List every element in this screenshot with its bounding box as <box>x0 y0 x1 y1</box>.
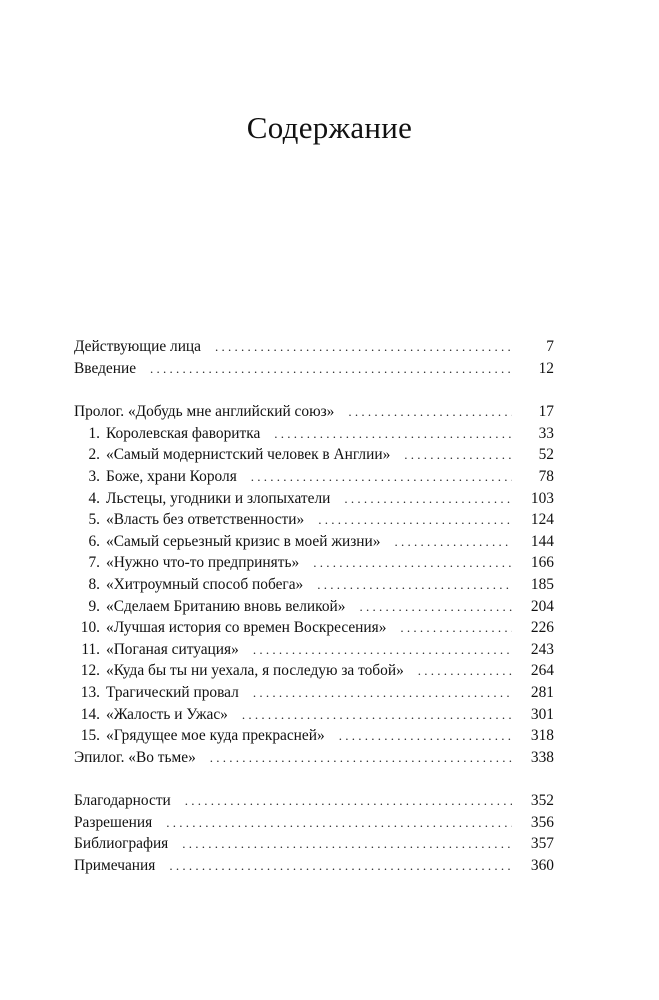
entry-title: «Лучшая история со времен Воскресения» <box>106 619 387 637</box>
dot-leader <box>404 444 512 466</box>
entry-title: «Сделаем Британию вновь великой» <box>106 597 346 615</box>
entry-title: Льстецы, угодники и злопыхатели <box>106 489 331 507</box>
dot-leader <box>242 704 512 726</box>
toc-entry <box>74 812 554 834</box>
chapter-number: 2. <box>88 446 100 464</box>
toc-entry <box>74 531 554 553</box>
entry-title: Боже, храни Короля <box>106 467 237 485</box>
toc-entry <box>74 488 554 510</box>
chapter-number: 4. <box>88 489 100 507</box>
toc-entry <box>74 423 554 445</box>
toc-entry <box>74 401 554 423</box>
dot-leader <box>169 855 512 877</box>
entry-title: «Нужно что-то предпринять» <box>106 554 300 572</box>
chapter-number: 7. <box>88 554 100 572</box>
chapter-number: 9. <box>88 597 100 615</box>
section-gap <box>74 379 554 401</box>
entry-title: Разрешения <box>74 813 153 831</box>
toc-entry <box>74 596 554 618</box>
dot-leader <box>348 401 512 423</box>
page-number: 12 <box>538 359 554 377</box>
page-number: 52 <box>538 446 554 464</box>
entry-title: «Хитроумный способ побега» <box>106 575 304 593</box>
chapter-number: 8. <box>88 575 100 593</box>
dot-leader <box>359 596 512 618</box>
dot-leader <box>317 574 512 596</box>
toc-entry <box>74 617 554 639</box>
dot-leader <box>418 660 512 682</box>
entry-title: «Куда бы ты ни уехала, я последую за тобой» <box>106 662 404 680</box>
chapter-number: 5. <box>88 511 100 529</box>
toc-entry <box>74 704 554 726</box>
page-number: 185 <box>530 575 554 593</box>
dot-leader <box>166 812 512 834</box>
dot-leader <box>185 790 512 812</box>
dot-leader <box>253 682 512 704</box>
page-number: 226 <box>530 619 554 637</box>
page-number: 264 <box>530 662 554 680</box>
toc-entry <box>74 682 554 704</box>
toc-chapters <box>74 401 554 768</box>
page-number: 352 <box>530 792 554 810</box>
dot-leader <box>313 552 512 574</box>
page-number: 33 <box>538 424 554 442</box>
toc-entry <box>74 509 554 531</box>
page-number: 103 <box>530 489 554 507</box>
dot-leader <box>182 833 512 855</box>
entry-title: «Грядущее мое куда прекрасней» <box>106 727 325 745</box>
entry-title: Примечания <box>74 857 156 875</box>
dot-leader <box>215 336 512 358</box>
chapter-number: 12. <box>80 662 100 680</box>
dot-leader <box>400 617 512 639</box>
entry-title: Королевская фаворитка <box>106 424 261 442</box>
chapter-number: 3. <box>88 467 100 485</box>
entry-title: «Поганая ситуация» <box>106 640 239 658</box>
entry-title: «Власть без ответственности» <box>106 511 305 529</box>
chapter-number: 13. <box>80 683 100 701</box>
dot-leader <box>339 725 512 747</box>
toc-entry <box>74 639 554 661</box>
page-number: 166 <box>530 554 554 572</box>
toc-entry <box>74 358 554 380</box>
page-number: 318 <box>530 727 554 745</box>
entry-title: Эпилог. «Во тьме» <box>74 748 196 766</box>
entry-title: «Самый модернистский человек в Англии» <box>106 446 391 464</box>
entry-title: Введение <box>74 359 137 377</box>
toc-back-matter <box>74 790 554 876</box>
page-number: 338 <box>530 748 554 766</box>
chapter-number: 10. <box>80 619 100 637</box>
page-number: 144 <box>530 532 554 550</box>
chapter-number: 1. <box>88 424 100 442</box>
page-number: 17 <box>538 403 554 421</box>
page-number: 281 <box>530 683 554 701</box>
table-of-contents <box>74 336 554 877</box>
page-number: 360 <box>530 857 554 875</box>
page-number: 204 <box>530 597 554 615</box>
entry-title: Библиография <box>74 835 169 853</box>
chapter-number: 15. <box>80 727 100 745</box>
toc-entry <box>74 725 554 747</box>
entry-title: Пролог. «Добудь мне английский союз» <box>74 403 335 421</box>
chapter-number: 14. <box>80 705 100 723</box>
toc-entry <box>74 790 554 812</box>
page-number: 301 <box>530 705 554 723</box>
dot-leader <box>318 509 512 531</box>
entry-title: «Самый серьезный кризис в моей жизни» <box>106 532 381 550</box>
page-number: 356 <box>530 813 554 831</box>
page-number: 78 <box>538 467 554 485</box>
page-title: Содержание <box>246 110 413 145</box>
page-number: 243 <box>530 640 554 658</box>
entry-title: «Жалость и Ужас» <box>106 705 228 723</box>
dot-leader <box>150 358 512 380</box>
chapter-number: 6. <box>88 532 100 550</box>
section-gap <box>74 768 554 790</box>
toc-entry <box>74 855 554 877</box>
dot-leader <box>394 531 512 553</box>
entry-title: Трагический провал <box>106 683 239 701</box>
page-number: 357 <box>530 835 554 853</box>
entry-title: Благодарности <box>74 792 171 810</box>
toc-entry <box>74 444 554 466</box>
toc-front-matter <box>74 336 554 379</box>
entry-title: Действующие лица <box>74 338 201 355</box>
page-number: 7 <box>546 338 554 355</box>
page-number: 124 <box>530 511 554 529</box>
dot-leader <box>210 747 512 769</box>
toc-entry <box>74 574 554 596</box>
toc-entry <box>74 660 554 682</box>
dot-leader <box>253 639 512 661</box>
toc-entry <box>74 466 554 488</box>
toc-entry <box>74 336 554 358</box>
toc-entry <box>74 552 554 574</box>
dot-leader <box>344 488 512 510</box>
toc-entry <box>74 747 554 769</box>
chapter-number: 11. <box>81 640 100 658</box>
dot-leader <box>274 423 512 445</box>
dot-leader <box>251 466 512 488</box>
toc-entry <box>74 833 554 855</box>
